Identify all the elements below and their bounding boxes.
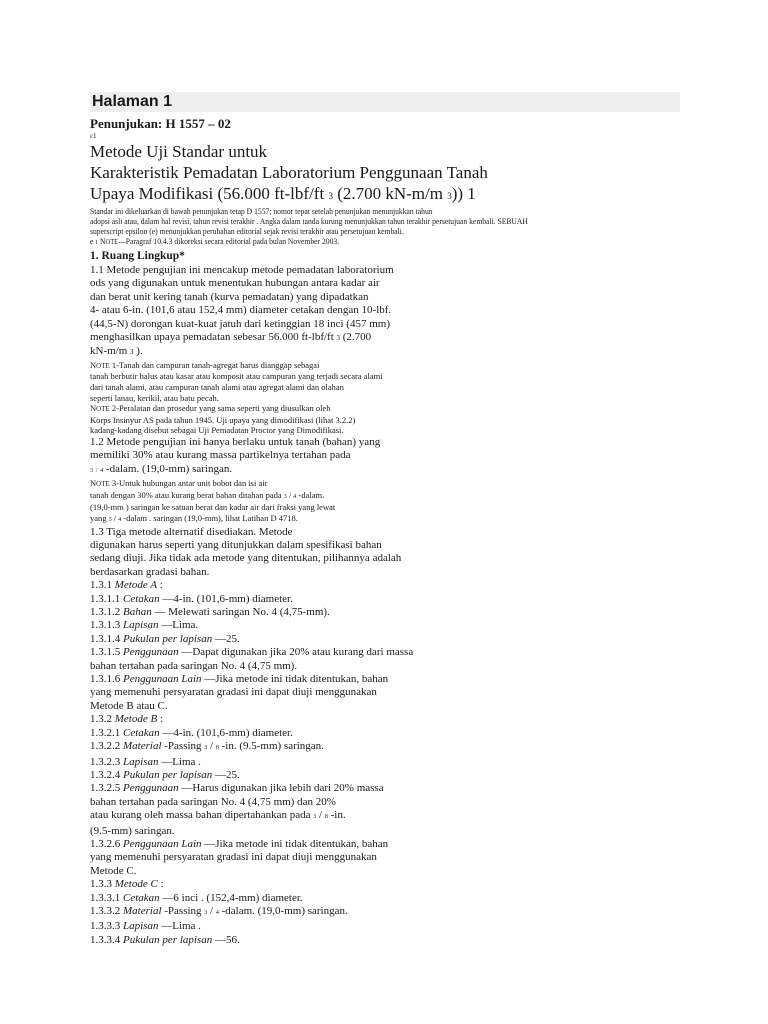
- method-a-heading: [90, 579, 680, 592]
- text-run: [90, 673, 680, 686]
- text-run: 1.3.3.4: [90, 933, 121, 946]
- text-run: tanah dengan 30% atau kurang berat bahan ditahan pada 3 / 4 -dalam.: [90, 489, 325, 500]
- text-run: Metode C: [114, 878, 158, 891]
- text-run: 1.3.2.3: [90, 755, 121, 768]
- text-run: 3: [328, 191, 333, 201]
- text-run: 1.3.2.2: [90, 740, 121, 753]
- text-run: bahan tertahan pada saringan No. 4 (4,75 mm) dan 20%: [90, 795, 336, 808]
- text-run: [90, 920, 680, 933]
- note-3: [90, 478, 680, 525]
- paragraph-1-1: [90, 264, 680, 360]
- text-run: seperti lanau, kerikil, atau batu pecah.: [90, 392, 219, 403]
- text-run: Cetakan: [123, 726, 160, 739]
- text-run: 1.2 Metode pengujian ini hanya berlaku untuk tanah (bahan) yang: [90, 436, 381, 448]
- text-run: 4: [100, 467, 104, 474]
- title-line-1: Metode Uji Standar untuk: [90, 142, 268, 161]
- text-run: —Paragraf 10.4.3 dikoreksi secara editorial pada bulan November 2003.: [118, 237, 340, 246]
- text-run: -in.: [330, 809, 346, 822]
- text-run: Penggunaan Lain: [123, 837, 202, 850]
- text-run: [90, 345, 680, 359]
- text-run: Korps Insinyur AS pada tahun 1945. Uji upaya yang dimodifikasi (lihat 3.2.2): [90, 414, 356, 425]
- text-run: 3-Untuk hubungan antar unit bobot dan isi air: [111, 478, 268, 489]
- text-run: :: [159, 713, 164, 726]
- text-run: sedang diuji. Jika tidak ada metode yang ditentukan, pilihannya adalah: [90, 552, 402, 565]
- text-run: 1.3.2.5: [90, 782, 121, 795]
- note-1: [90, 360, 680, 403]
- text-run: —4-in. (101,6-mm) diameter.: [162, 592, 293, 605]
- text-run: —6 inci . (152,4-mm) diameter.: [162, 891, 303, 904]
- text-run: 1-Tanah dan campuran tanah-agregat harus dianggap sebagai: [111, 359, 320, 370]
- text-run: Lapisan: [123, 755, 159, 768]
- text-run: — Melewati saringan No. 4 (4,75-mm).: [154, 606, 330, 619]
- text-run: Penggunaan: [123, 782, 179, 795]
- method-a-item: [90, 633, 680, 646]
- text-run: 3: [336, 334, 341, 343]
- text-run: —Jika metode ini tidak ditentukan, bahan: [204, 673, 389, 686]
- text-run: [90, 838, 680, 851]
- text-run: (2.700: [342, 331, 372, 344]
- text-run: ).: [136, 345, 143, 358]
- text-run: memiliki 30% atau kurang massa partikelnya tertahan pada: [90, 449, 351, 462]
- text-run: —4-in. (101,6-mm) diameter.: [162, 726, 293, 739]
- document-title: [90, 141, 680, 207]
- text-run: Metode B atau C.: [90, 699, 168, 712]
- text-run: 1.3.2.2 Material -Passing 3 / 8 -in. (9.5-mm) saringan.: [90, 740, 324, 753]
- text-run: Cetakan: [123, 891, 160, 904]
- text-run: 1.3.1: [90, 579, 112, 592]
- text-run: —Lima .: [161, 755, 201, 768]
- text-run: OTE: [96, 480, 110, 489]
- text-run: 3: [130, 348, 134, 357]
- text-run: [90, 782, 680, 795]
- text-run: 3: [108, 517, 112, 523]
- text-run: menghasilkan upaya pemadatan sebesar 56.000 ft-lbf/ft: [90, 331, 334, 344]
- text-run: )) 1: [451, 184, 476, 203]
- text-run: dari tanah alami, atau campuran tanah alami atau agregat alami dan olahan: [90, 382, 344, 393]
- text-run: atau kurang oleh massa bahan dipertahankan pada: [90, 809, 311, 822]
- text-run: OTE: [96, 361, 110, 370]
- page-label: Halaman 1: [92, 93, 173, 110]
- text-run: [90, 934, 680, 947]
- text-run: ods yang digunakan untuk menentukan hubungan antara kadar air: [90, 277, 380, 290]
- text-run: Lapisan: [123, 619, 159, 632]
- text-run: 2-Peralatan dan prosedur yang sama seperti yang diusulkan oleh: [111, 403, 331, 414]
- text-run: [90, 756, 680, 769]
- text-run: 1.3.1.4: [90, 632, 121, 645]
- method-c-heading: [90, 878, 680, 891]
- text-run: :: [159, 579, 163, 592]
- text-run: yang 3 / 4 -dalam . saringan (19,0-mm), lihat Latihan D 4718.: [90, 513, 298, 523]
- text-run: -Passing: [164, 904, 202, 917]
- text-run: [90, 331, 680, 345]
- page-header: [90, 92, 680, 112]
- text-run: Metode B: [114, 713, 158, 726]
- text-run: 1.3.3.2: [90, 904, 121, 917]
- text-run: —Lima.: [161, 619, 199, 632]
- text-run: 1.3.3.3: [90, 920, 121, 933]
- text-run: —Jika metode ini tidak ditentukan, bahan: [204, 837, 389, 850]
- method-a-item: [90, 606, 680, 619]
- text-run: 1.3.1.2: [90, 606, 121, 619]
- text-run: OTE: [105, 238, 119, 246]
- text-run: bahan tertahan pada saringan No. 4 (4,75 mm).: [90, 659, 298, 672]
- text-run: Lapisan: [123, 920, 159, 933]
- text-run: Penggunaan: [123, 646, 179, 659]
- text-run: Cetakan: [123, 592, 160, 605]
- designation: Penunjukan: H 1557 – 02: [90, 116, 231, 131]
- text-run: 4: [293, 493, 297, 500]
- text-run: Metode C.: [90, 864, 137, 877]
- text-run: 4- atau 6-in. (101,6 atau 152,4 mm) diameter cetakan dengan 10-lbf.: [90, 304, 392, 317]
- text-run: 1.3.1.5: [90, 646, 121, 659]
- text-run: 1.3.3: [90, 878, 112, 891]
- paragraph-1-2: [90, 436, 680, 478]
- text-run: yang: [90, 513, 107, 523]
- document-page: [90, 92, 680, 947]
- text-run: 3: [283, 493, 287, 500]
- method-a-item: [90, 593, 680, 606]
- text-run: 3: [204, 745, 208, 752]
- note-2: [90, 403, 680, 436]
- text-run: -Passing: [164, 740, 202, 753]
- text-run: [90, 237, 639, 248]
- text-run: Upaya Modifikasi (56.000 ft-lbf/ft: [90, 184, 325, 203]
- text-run: 1.3.3.2 Material -Passing 3 / 4 -dalam. (19,0-mm) saringan.: [90, 904, 348, 917]
- method-a-item: [90, 619, 680, 632]
- method-b: [90, 713, 680, 878]
- text-run: -dalam. (19,0-mm) saringan.: [105, 462, 233, 475]
- text-run: /: [95, 467, 98, 474]
- text-run: 1.3.1.6: [90, 673, 121, 686]
- text-run: tanah dengan 30% atau kurang berat bahan ditahan pada: [90, 489, 282, 500]
- text-run: Material: [123, 904, 162, 917]
- title-line-2: Karakteristik Pemadatan Laboratorium Penggunaan Tanah: [90, 163, 488, 182]
- title-line-3: [90, 183, 680, 207]
- text-run: 4: [215, 909, 219, 916]
- text-run: digunakan harus seperti yang ditunjukkan dalam spesifikasi bahan: [90, 539, 382, 551]
- method-c: [90, 878, 680, 947]
- text-run: Material: [123, 740, 162, 753]
- text-run: N: [90, 359, 97, 370]
- text-run: dan berat unit kering tanah (kurva pemadatan) yang dipadatkan: [90, 290, 369, 303]
- text-run: berdasarkan gradasi bahan.: [90, 565, 210, 578]
- text-run: N: [90, 403, 97, 414]
- method-b-heading: [90, 713, 680, 726]
- method-a: [90, 579, 680, 713]
- text-run: kN-m/m: [90, 345, 128, 358]
- text-run: 1.3.1.3: [90, 619, 121, 632]
- text-run: [90, 646, 680, 659]
- text-run: superscript epsilon (e) menunjukkan perubahan editorial sejak revisi terakhir atau persetujuan kembali.: [90, 227, 404, 236]
- text-run: -dalam. (19,0-mm) saringan.: [221, 904, 348, 917]
- text-run: Pukulan per lapisan: [123, 933, 213, 946]
- text-run: 3: [447, 191, 452, 201]
- text-run: yang memenuhi persyaratan gradasi ini dapat diuji menggunakan: [90, 686, 377, 699]
- text-run: 1: [95, 240, 99, 246]
- text-run: 1.3.2: [90, 713, 112, 726]
- text-run: OTE: [96, 405, 110, 414]
- text-run: —Dapat digunakan jika 20% atau kurang dari massa: [181, 646, 414, 659]
- text-run: kadang-kadang disebut sebagai Uji Pemadatan Proctor yang Dimodifikasi.: [90, 425, 344, 436]
- text-run: —25.: [214, 768, 240, 781]
- text-run: 1.3.1.1: [90, 592, 121, 605]
- text-run: —Lima .: [161, 920, 201, 933]
- text-run: -dalam.: [298, 489, 325, 500]
- text-run: 3: [313, 814, 317, 821]
- text-run: -dalam . saringan (19,0-mm), lihat Latihan D 4718.: [123, 513, 298, 523]
- text-run: [90, 769, 680, 782]
- text-run: (2.700 kN-m/m: [337, 184, 443, 203]
- text-run: adopsi asli atau, dalam hal revisi, tahun revisi terakhir . Angka dalam tanda kurung menunjukkan tahun terakhir persetujuan kembali. SEBUAH: [90, 217, 528, 226]
- text-run: 1.3.3.1: [90, 891, 121, 904]
- text-run: 1.3.2.4: [90, 768, 121, 781]
- text-run: (44,5-N) dorongan kuat-kuat jatuh dari ketinggian 18 inci (457 mm): [90, 317, 390, 330]
- text-run: —Harus digunakan jika lebih dari 20% massa: [181, 782, 384, 795]
- text-run: N: [99, 237, 106, 246]
- text-run: 1.1 Metode pengujian ini mencakup metode pemadatan laboratorium: [90, 264, 394, 276]
- text-run: Pukulan per lapisan: [123, 768, 213, 781]
- text-run: 4: [118, 517, 122, 523]
- text-run: Bahan: [123, 606, 152, 619]
- text-run: e: [90, 237, 94, 246]
- text-run: [90, 403, 680, 415]
- text-run: Metode A: [114, 579, 158, 592]
- text-run: [90, 727, 680, 740]
- text-run: [90, 478, 680, 490]
- text-run: 3: [90, 467, 93, 474]
- text-run: [90, 360, 680, 372]
- text-run: 8: [215, 745, 219, 752]
- text-run: (19,0-mm ) saringan ke satuan berat dan kadar air dari fraksi yang lewat: [90, 502, 336, 513]
- section-heading: 1. Ruang Lingkup*: [90, 250, 185, 262]
- text-run: [90, 892, 680, 905]
- text-run: tanah berbutir halus atau kasar atau komposit atau campuran yang terjadi secara alami: [90, 371, 383, 382]
- epsilon-marker: ε1: [90, 132, 97, 140]
- text-run: -in. (9.5-mm) saringan.: [221, 740, 324, 753]
- text-run: —25.: [214, 632, 240, 645]
- standard-notes: [90, 207, 680, 248]
- text-run: N: [90, 478, 97, 489]
- text-run: (9.5-mm) saringan.: [90, 824, 175, 837]
- text-run: —56.: [214, 933, 240, 946]
- text-run: 1.3 Tiga metode alternatif disediakan. Metode: [90, 525, 293, 538]
- text-run: Standar ini dikeluarkan di bawah penunjukan tetap D 1557; nomor tepat setelah penunjukan menunjukkan tahun: [90, 207, 433, 216]
- text-run: 3: [204, 909, 208, 916]
- text-run: yang memenuhi persyaratan gradasi ini dapat diuji menggunakan: [90, 851, 377, 864]
- text-run: [90, 463, 680, 478]
- text-run: 1.3.2.1: [90, 726, 121, 739]
- text-run: :: [160, 878, 164, 891]
- text-run: atau kurang oleh massa bahan dipertahankan pada 3 / 8 -in.: [90, 809, 346, 822]
- text-run: Pukulan per lapisan: [123, 632, 213, 645]
- text-run: 8: [324, 814, 328, 821]
- paragraph-1-3: [90, 526, 680, 580]
- text-run: 1.3.2.6: [90, 837, 121, 850]
- text-run: Penggunaan Lain: [123, 673, 202, 686]
